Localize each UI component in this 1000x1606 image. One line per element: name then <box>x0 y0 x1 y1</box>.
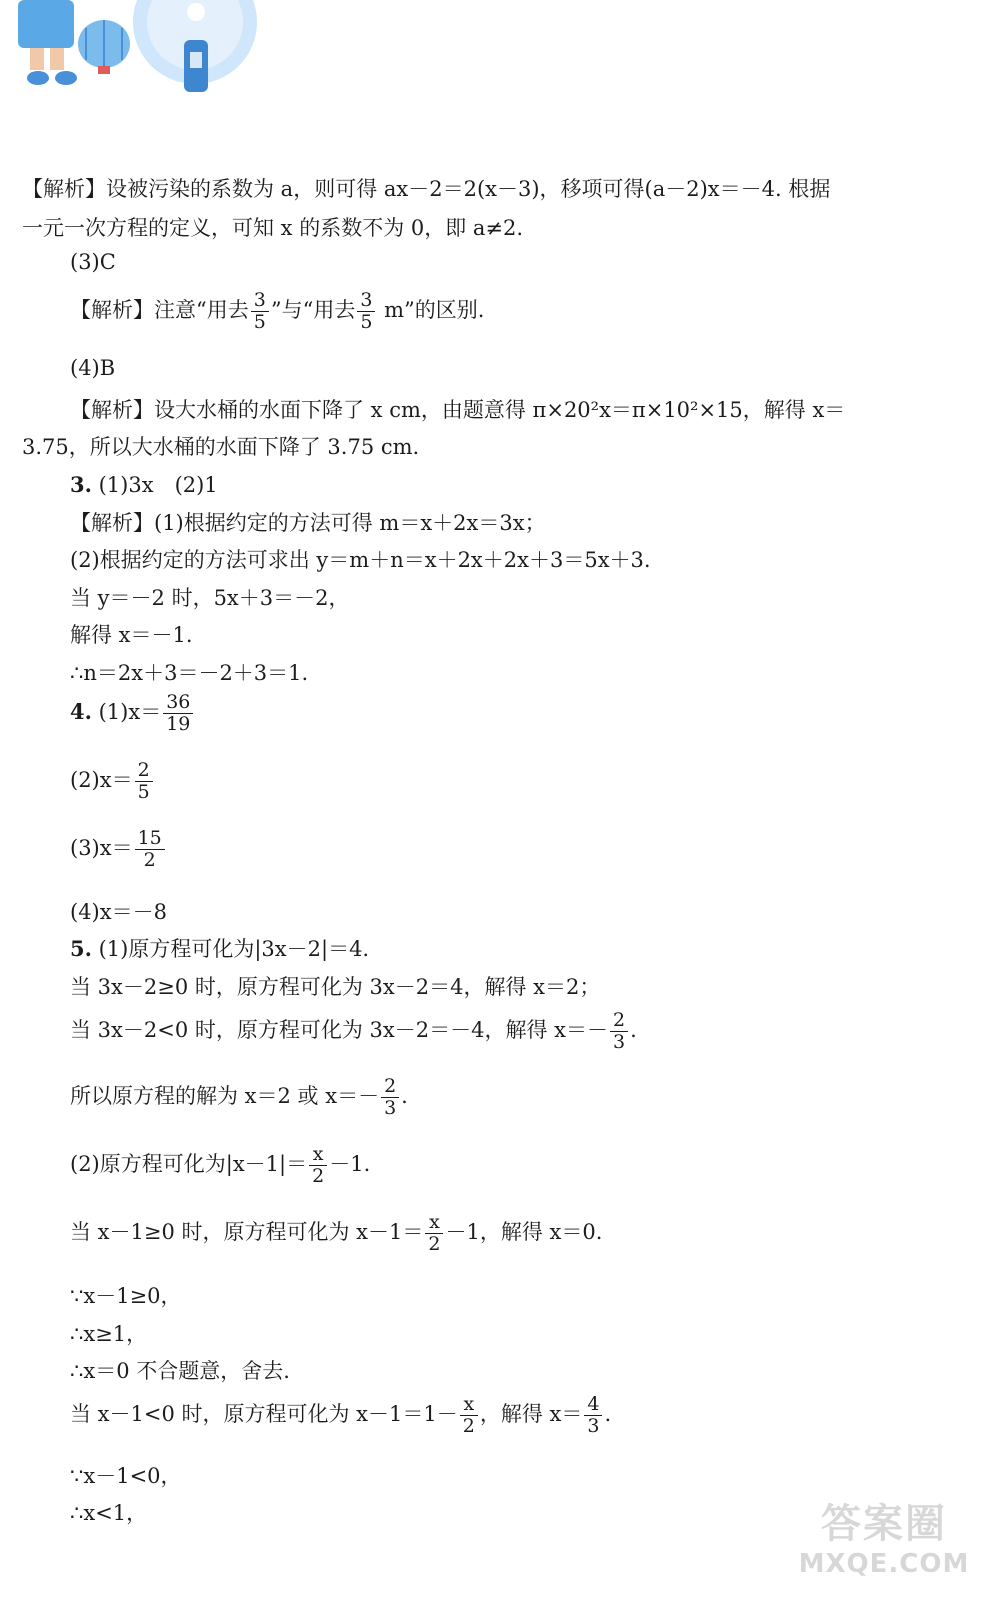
text-line: 【解析】设大水桶的水面下降了 x cm，由题意得 π×20²x＝π×10²×15，解得 x＝ <box>70 398 846 422</box>
question-line: 3. (1)3x (2)1 <box>70 472 218 497</box>
fraction: $\frac{x}{2}$ <box>460 1394 478 1437</box>
text-line: 【解析】设被污染的系数为 a，则可得 ax－2＝2(x－3)，移项可得(a－2)x＝－4. 根据 <box>22 177 831 201</box>
text-line: ∴x＝0 不合题意，舍去. <box>70 1359 290 1383</box>
fraction: $\frac{2}{3}$ <box>610 1010 628 1053</box>
text-line: 当 3x－2≥0 时，原方程可化为 3x－2＝4，解得 x＝2； <box>70 975 601 999</box>
text-line: 【解析】注意“用去 $\frac{3}{5}$ ”与“用去 $\frac{3}{5}$ m”的区别. <box>70 289 485 333</box>
question-number: 3. <box>70 472 92 497</box>
text-line: (3)C <box>70 250 116 274</box>
fraction: $\frac{4}{3}$ <box>584 1394 602 1437</box>
text-line: (2)原方程可化为|x－1|＝ $\frac{x}{2}$ －1. <box>70 1143 371 1187</box>
question-number: 4. <box>70 698 92 724</box>
fraction: $\frac{36}{19}$ <box>163 692 193 735</box>
question-line: 4. (1)x＝ $\frac{36}{19}$ <box>70 692 195 735</box>
fraction: $\frac{x}{2}$ <box>309 1144 327 1187</box>
watermark <box>794 1492 974 1592</box>
text-line: 当 3x－2<0 时，原方程可化为 3x－2＝－4，解得 x＝－ $\frac{2}{3}$ . <box>70 1009 637 1053</box>
fraction: $\frac{3}{5}$ <box>357 290 375 333</box>
text-line: (4)x＝－8 <box>70 900 167 924</box>
text-line: 当 x－1<0 时，原方程可化为 x－1＝1－ $\frac{x}{2}$ ，解得 x＝ $\frac{4}{3}$ . <box>70 1393 612 1437</box>
fraction: $\frac{15}{2}$ <box>135 828 165 871</box>
header-illustration <box>0 0 280 110</box>
text-line: ∴x≥1， <box>70 1322 148 1346</box>
fraction: $\frac{2}{3}$ <box>381 1076 399 1119</box>
text-line: (4)B <box>70 356 116 380</box>
fraction: $\frac{x}{2}$ <box>425 1212 443 1255</box>
watermark-logo: 答案圈 <box>821 1501 947 1547</box>
text-line: 所以原方程的解为 x＝2 或 x＝－ $\frac{2}{3}$ . <box>70 1075 408 1119</box>
question-line: 5. (1)原方程可化为|3x－2|＝4. <box>70 936 370 961</box>
text-line: ∴n＝2x＋3＝－2＋3＝1. <box>70 661 309 685</box>
text-line: (2)x＝ $\frac{2}{5}$ <box>70 760 155 803</box>
text-line: 解得 x＝－1. <box>70 623 193 647</box>
fraction: $\frac{2}{5}$ <box>135 760 153 803</box>
text-line: ∵x－1<0， <box>70 1464 182 1488</box>
watermark-url: MXQE.COM <box>798 1549 970 1579</box>
fraction: $\frac{3}{5}$ <box>251 290 269 333</box>
text-line: 一元一次方程的定义，可知 x 的系数不为 0，即 a≠2. <box>22 216 524 240</box>
text-line: (3)x＝ $\frac{15}{2}$ <box>70 828 167 871</box>
text-line: 3.75，所以大水桶的水面下降了 3.75 cm. <box>22 435 420 459</box>
text-line: ∵x－1≥0， <box>70 1284 182 1308</box>
text-line: 当 y＝－2 时，5x＋3＝－2， <box>70 586 350 610</box>
text-line: 当 x－1≥0 时，原方程可化为 x－1＝ $\frac{x}{2}$ －1，解得 x＝0. <box>70 1211 603 1255</box>
text-line: 【解析】(1)根据约定的方法可得 m＝x＋2x＝3x； <box>70 511 546 535</box>
question-number: 5. <box>70 936 92 961</box>
text-line: ∴x<1， <box>70 1501 148 1525</box>
text-line: (2)根据约定的方法可求出 y＝m＋n＝x＋2x＋2x＋3＝5x＋3. <box>70 548 651 572</box>
